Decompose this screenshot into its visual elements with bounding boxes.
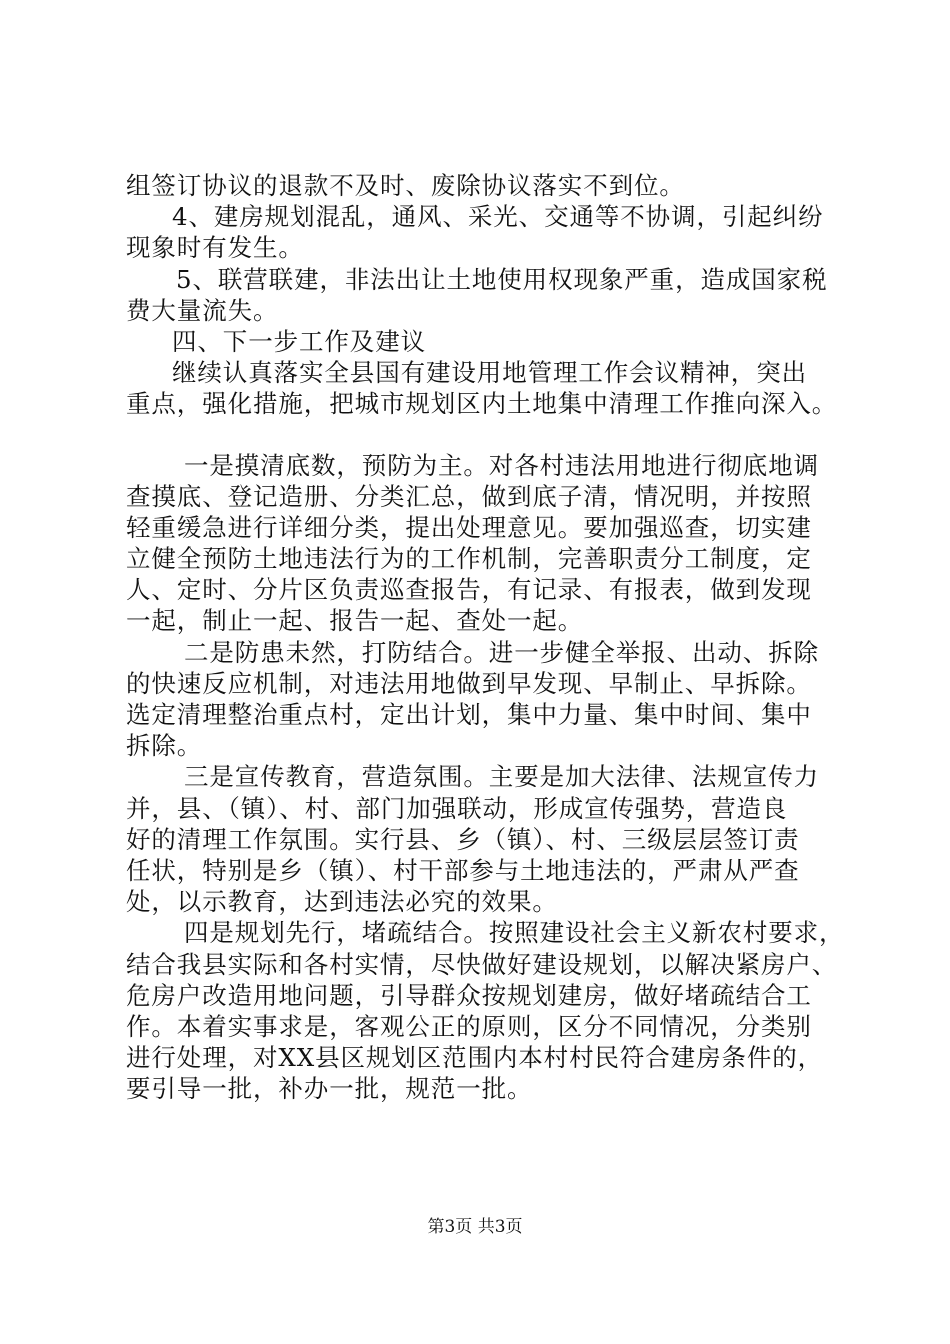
text-line: 费大量流失。 <box>126 295 279 325</box>
text-line: 处，以示教育，达到违法必究的效果。 <box>126 887 558 917</box>
text-line: 现象时有发生。 <box>126 233 304 263</box>
text-line: 要引导一批，补办一批，规范一批。 <box>126 1074 533 1104</box>
document-body <box>126 170 845 1104</box>
text-line: 轻重缓急进行详细分类，提出处理意见。要加强巡查，切实建 <box>126 512 812 542</box>
text-line: 作。本着实事求是，客观公正的原则，区分不同情况，分类别 <box>126 1011 812 1041</box>
text-line: 选定清理整治重点村，定出计划，集中力量、集中时间、集中 <box>126 700 812 729</box>
text-line: 一是摸清底数，预防为主。对各村违法用地进行彻底地调 <box>184 450 819 480</box>
text-line: 拆除。 <box>126 731 203 761</box>
text-line: 任状，特别是乡（镇）、村干部参与土地违法的，严肃从严查 <box>126 855 800 885</box>
text-line: 危房户改造用地问题，引导群众按规划建房，做好堵疏结合工 <box>126 980 812 1010</box>
text-line: 组签订协议的退款不及时、废除协议落实不到位。 <box>126 171 685 200</box>
text-line: 四是规划先行，堵疏结合。按照建设社会主义新农村要求， <box>184 918 845 948</box>
text-line: 好的清理工作氛围。实行县、乡（镇）、村、三级层层签订责 <box>126 824 800 854</box>
page-total: 共3页 <box>477 1217 523 1237</box>
text-line: 二是防患未然，打防结合。进一步健全举报、出动、拆除 <box>184 637 819 667</box>
text-line: 立健全预防土地违法行为的工作机制，完善职责分工制度，定 <box>126 544 812 574</box>
text-line: 的快速反应机制，对违法用地做到早发现、早制止、早拆除。 <box>126 668 812 698</box>
paragraph-gap <box>126 420 836 450</box>
text-line: 一起，制止一起、报告一起、查处一起。 <box>126 606 584 636</box>
text-line: 继续认真落实全县国有建设用地管理工作会议精神，突出 <box>172 358 807 388</box>
text-line: 人、定时、分片区负责巡查报告，有记录、有报表，做到发现 <box>126 575 812 605</box>
text-line: 并，县、（镇）、村、部门加强联动，形成宣传强势，营造良 <box>126 793 788 823</box>
text-line: 5、联营联建，非法出让土地使用权现象严重，造成国家税 <box>176 264 828 294</box>
text-line: 进行处理，对XX县区规划区范围内本村村民符合建房条件的， <box>126 1043 824 1073</box>
text-line: 4、建房规划混乱，通风、采光、交通等不协调，引起纠纷 <box>172 202 824 232</box>
page-number: 第3页 <box>427 1217 473 1237</box>
text-line: 重点，强化措施，把城市规划区内土地集中清理工作推向深入。 <box>126 389 838 419</box>
text-line: 三是宣传教育，营造氛围。主要是加大法律、法规宣传力 <box>184 762 819 792</box>
section-heading: 四、下一步工作及建议 <box>172 326 426 356</box>
text-line: 查摸底、登记造册、分类汇总，做到底子清，情况明，并按照 <box>126 481 812 511</box>
text-line: 结合我县实际和各村实情，尽快做好建设规划，以解决紧房户、 <box>126 949 838 979</box>
page-footer <box>0 1216 950 1238</box>
